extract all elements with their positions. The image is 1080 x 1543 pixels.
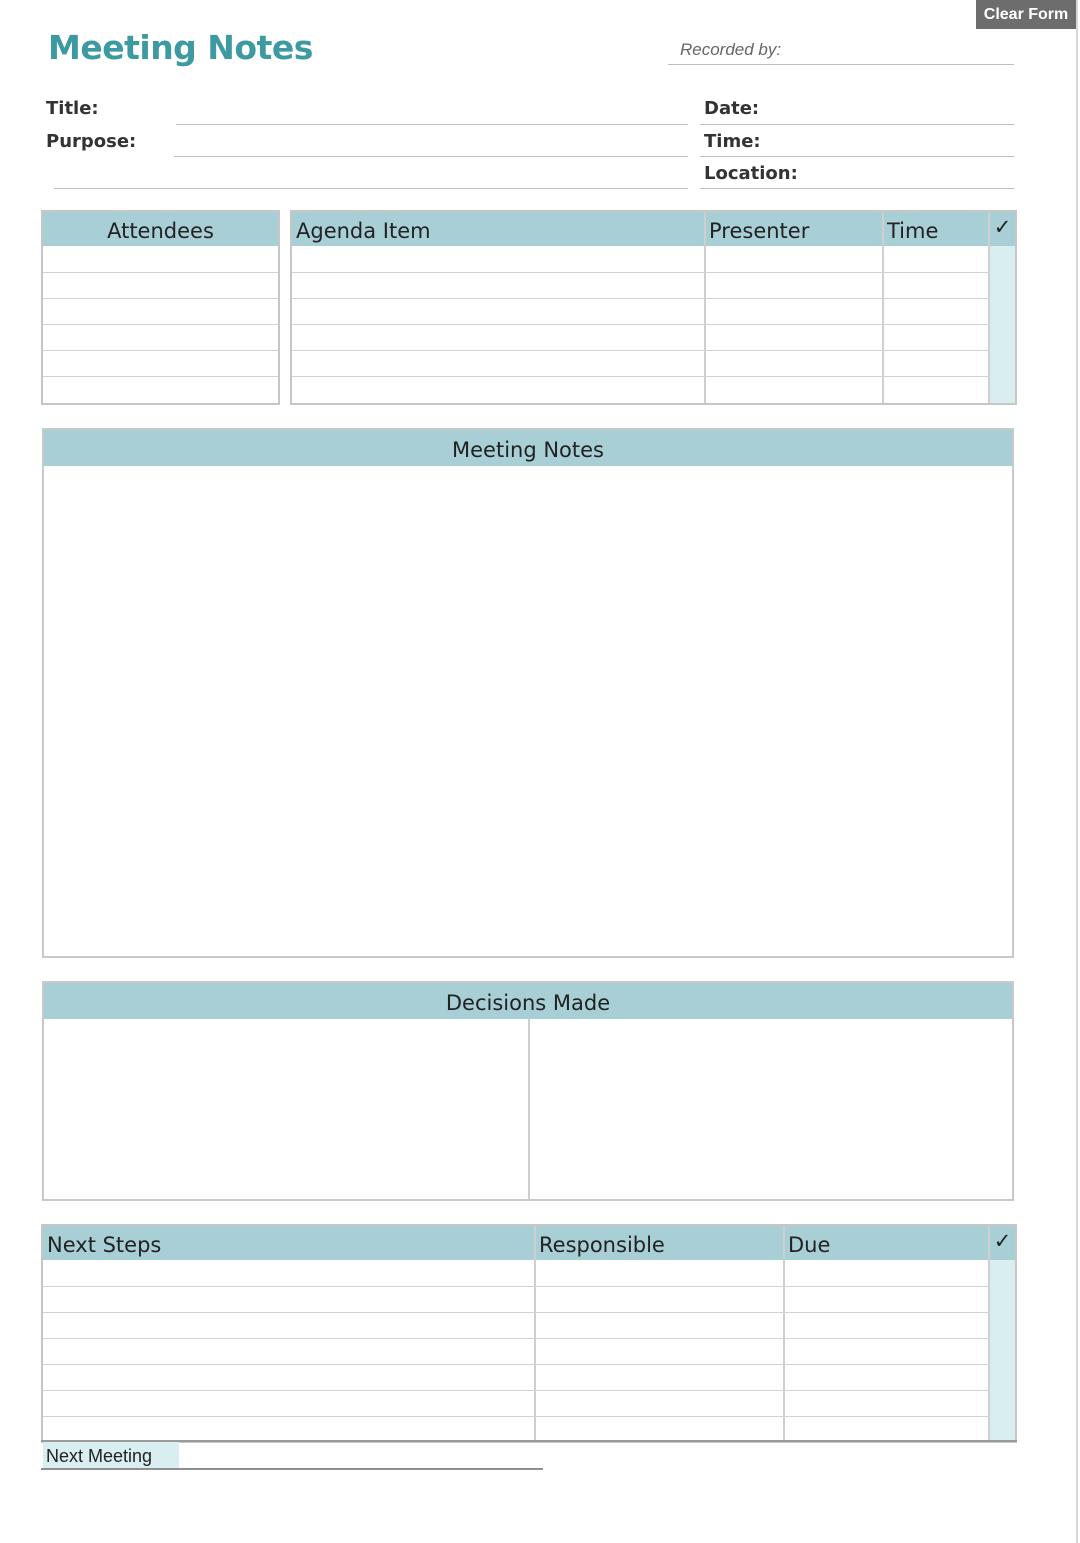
due-col-header: Due [788, 1233, 831, 1257]
next-steps-col-divider [988, 1226, 990, 1441]
next-steps-row-line [43, 1364, 990, 1365]
page-title: Meeting Notes [48, 28, 313, 67]
agenda-table [290, 210, 1017, 405]
agenda-col-divider [704, 212, 706, 403]
next-steps-check-column[interactable] [990, 1260, 1015, 1441]
next-meeting-label: Next Meeting [43, 1442, 179, 1468]
next-meeting-input[interactable] [179, 1442, 541, 1468]
location-label: Location: [704, 163, 798, 184]
recorded-by-label: Recorded by: [680, 40, 782, 59]
next-steps-header [43, 1226, 1015, 1260]
page-edge [1076, 0, 1078, 1543]
title-label: Title: [46, 98, 99, 119]
attendees-header-label: Attendees [107, 219, 214, 243]
next-steps-row-line [43, 1286, 990, 1287]
decisions-box [42, 981, 1014, 1201]
recorded-by-input[interactable] [668, 64, 1014, 65]
agenda-col-divider [882, 212, 884, 403]
location-input[interactable] [700, 188, 1014, 189]
attendees-table [41, 210, 280, 405]
time-label: Time: [704, 131, 761, 152]
decisions-left-area[interactable] [44, 1019, 528, 1199]
clear-form-button[interactable]: Clear Form [976, 0, 1076, 29]
attendees-row-line [43, 272, 278, 273]
date-input[interactable] [700, 124, 1014, 125]
title-input[interactable] [176, 124, 688, 125]
attendees-header [43, 212, 278, 246]
purpose-label: Purpose: [46, 131, 137, 152]
time-header: Time [887, 219, 939, 243]
agenda-row-line [292, 272, 990, 273]
check-header: ✓ [993, 1229, 1012, 1253]
agenda-header [292, 212, 1015, 246]
agenda-row-line [292, 376, 990, 377]
time-input[interactable] [700, 156, 1014, 157]
purpose-input[interactable] [174, 156, 688, 157]
next-steps-col-divider [534, 1226, 536, 1441]
next-meeting-underline [41, 1468, 543, 1470]
attendees-row-line [43, 376, 278, 377]
date-label: Date: [704, 98, 760, 119]
agenda-item-header: Agenda Item [296, 219, 431, 243]
meeting-notes-box[interactable] [42, 428, 1014, 958]
agenda-check-column[interactable] [990, 246, 1015, 403]
presenter-header: Presenter [709, 219, 810, 243]
agenda-row-line [292, 350, 990, 351]
next-steps-row-line [43, 1390, 990, 1391]
next-steps-col-divider [783, 1226, 785, 1441]
purpose-input-line-2[interactable] [54, 188, 688, 189]
agenda-row-line [292, 324, 990, 325]
attendees-row-line [43, 324, 278, 325]
responsible-col-header: Responsible [539, 1233, 665, 1257]
next-steps-col-header: Next Steps [47, 1233, 162, 1257]
agenda-row-line [292, 298, 990, 299]
meeting-notes-header: Meeting Notes [44, 430, 1012, 466]
attendees-row-line [43, 298, 278, 299]
decisions-header: Decisions Made [44, 983, 1012, 1019]
next-steps-row-line [43, 1312, 990, 1313]
attendees-row-line [43, 350, 278, 351]
next-steps-table [41, 1224, 1017, 1443]
agenda-col-divider [988, 212, 990, 403]
next-steps-row-line [43, 1338, 990, 1339]
check-header: ✓ [993, 215, 1012, 239]
decisions-right-area[interactable] [530, 1019, 1012, 1199]
next-steps-row-line [43, 1416, 990, 1417]
